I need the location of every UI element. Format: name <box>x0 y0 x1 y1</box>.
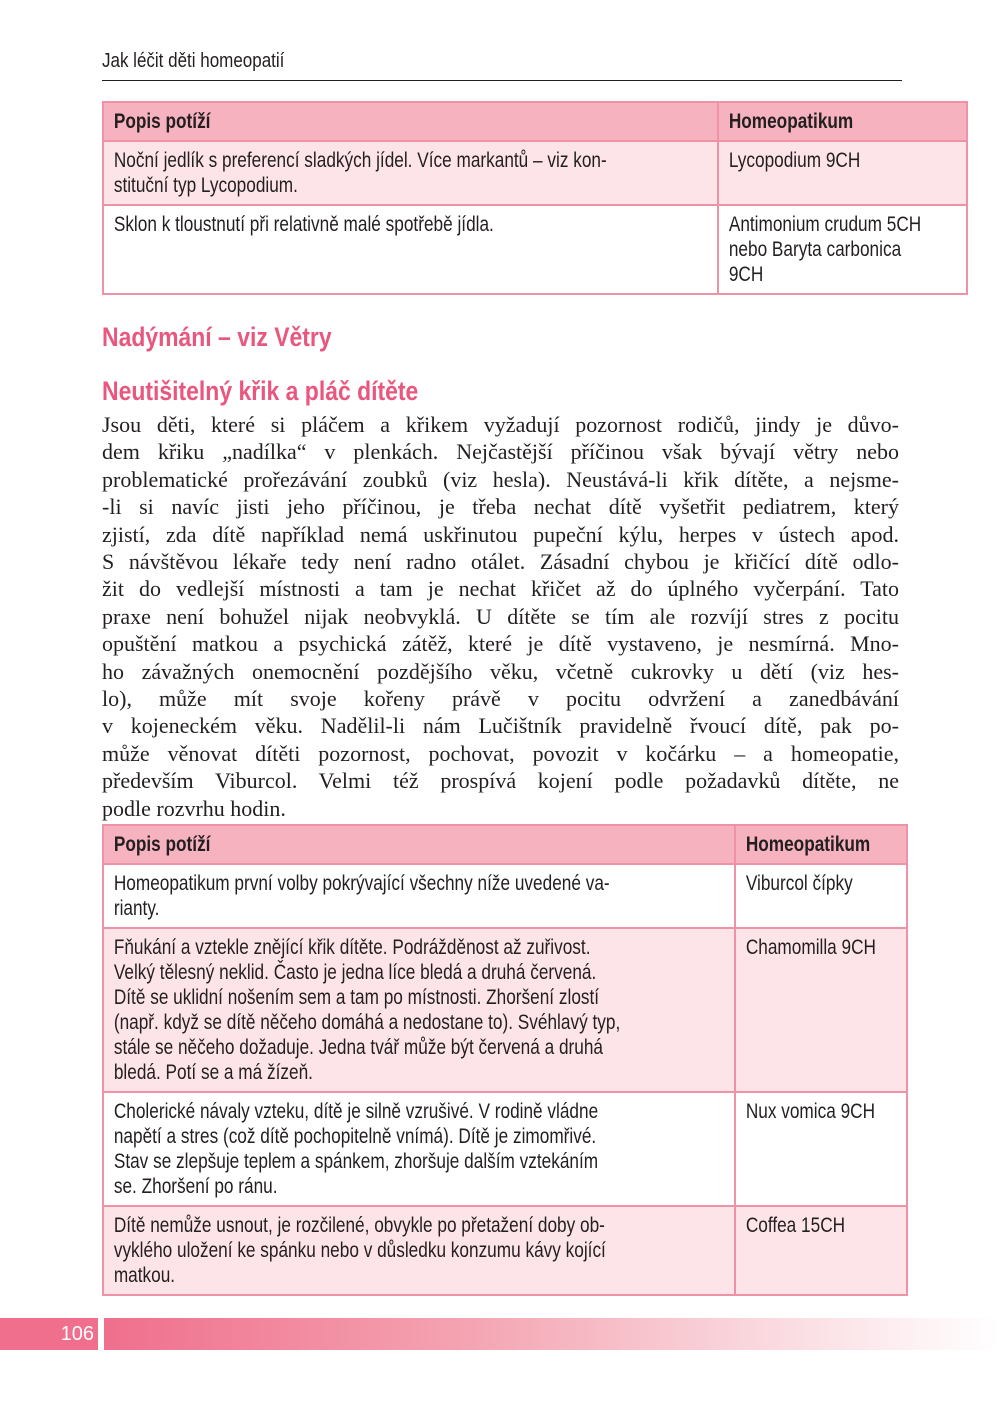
text-line: může věnovat dítěti pozornost, pochovat, povozit v kočárku – a homeopatie, <box>102 740 899 766</box>
cell-line: Lycopodium 9CH <box>728 149 861 172</box>
text-line: opuštění matkou a psychická zátěž, které je dítě vystaveno, je nesmírná. Mno- <box>102 631 899 657</box>
body-paragraph <box>102 411 899 822</box>
cell-line: Sklon k tloustnutí při relativně malé spotřebě jídla. <box>113 213 494 236</box>
text-line: -li si navíc jisti jeho příčinou, je třeba nechat dítě vyšetřit pediatrem, který <box>102 494 899 520</box>
cell-line: 9CH <box>728 263 764 286</box>
cell-line: stále se něčeho dožaduje. Jedna tvář může být červená a druhá <box>113 1036 604 1059</box>
text-line: především Viburcol. Velmi též prospívá kojení podle požadavků dítěte, ne <box>102 768 899 794</box>
text-line: žit do vedlejší místnosti a tam je nechat křičet až do úplného vyčerpání. Tato <box>102 576 899 602</box>
remedy-table-1 <box>102 101 968 295</box>
column-header: Popis potíží <box>113 833 211 856</box>
cell-line: Dítě nemůže usnout, je rozčilené, obvykle po přetažení doby ob- <box>113 1214 605 1237</box>
cell-line: Velký tělesný neklid. Často je jedna líce bledá a druhá červená. <box>113 961 597 984</box>
table-row <box>103 928 907 1092</box>
header-rule <box>102 80 902 81</box>
section-heading: Neutišitelný křik a pláč dítěte <box>102 376 419 406</box>
cell-line: vyklého uložení ke spánku nebo v důsledku konzumu kávy kojící <box>113 1239 606 1262</box>
cell-line: (např. když se dítě něčeho domáhá a nedostane to). Svéhlavý typ, <box>113 1011 621 1034</box>
cell-line: Dítě se uklidní nošením sem a tam po místnosti. Zhoršení zlostí <box>113 986 600 1009</box>
text-line: lo), může mít svoje kořeny právě v pocitu odvržení a zanedbávání <box>102 686 899 712</box>
table-header-row <box>103 102 967 141</box>
page-number: 106 <box>0 1318 98 1350</box>
cell-line: rianty. <box>113 897 160 920</box>
text-line: ho závažných onemocnění pozdějšího věku, včetně cukrovky u dětí (viz hes- <box>102 658 899 684</box>
text-line: podle rozvrhu hodin. <box>102 795 286 821</box>
table-row <box>103 141 967 205</box>
cell-line: Antimonium crudum 5CH <box>728 213 922 236</box>
cell-line: Coffea 15CH <box>745 1214 845 1237</box>
table-row <box>103 1092 907 1206</box>
text-line: Jsou děti, které si pláčem a křikem vyžadují pozornost rodičů, jindy je důvo- <box>102 412 899 437</box>
cell-line: Homeopatikum první volby pokrývající všechny níže uvedené va- <box>113 872 610 895</box>
section-heading: Nadýmání – viz Větry <box>102 322 332 352</box>
cell-line: matkou. <box>113 1264 176 1287</box>
cell-line: Viburcol čípky <box>745 872 853 895</box>
cell-line: Noční jedlík s preferencí sladkých jídel. Více markantů – viz kon- <box>113 149 607 172</box>
cell-line: Fňukání a vztekle znějící křik dítěte. Podrážděnost až zuřivost. <box>113 936 591 959</box>
text-line: zjistí, zda dítě například nemá uskřinutou pupeční kýlu, herpes v ústech apod. <box>102 521 899 547</box>
text-line: S návštěvou lékaře tedy není radno otálet. Zásadní chybou je křičící dítě odlo- <box>102 549 899 575</box>
table-row <box>103 205 967 294</box>
cell-line: Chamomilla 9CH <box>745 936 876 959</box>
remedy-table-2 <box>102 824 908 1296</box>
text-line: praxe není bohužel nijak neobvyklá. U dítěte se tím ale rozvíjí stres z pocitu <box>102 603 899 629</box>
text-line: dem křiku „nadílka“ v plenkách. Nejčastější příčinou však bývají větry nebo <box>102 439 899 465</box>
cell-line: Stav se zlepšuje teplem a spánkem, zhoršuje dalším vztekáním <box>113 1150 599 1173</box>
table-header-row <box>103 825 907 864</box>
cell-line: stituční typ Lycopodium. <box>113 174 298 197</box>
table-row <box>103 1206 907 1295</box>
column-header: Popis potíží <box>113 110 211 133</box>
footer-gradient-bar <box>104 1318 1000 1350</box>
cell-line: nebo Baryta carbonica <box>728 238 902 261</box>
running-header: Jak léčit děti homeopatií <box>102 50 285 72</box>
cell-line: bledá. Potí se a má žízeň. <box>113 1061 313 1084</box>
cell-line: napětí a stres (což dítě pochopitelně vnímá). Dítě je zimomřivé. <box>113 1125 597 1148</box>
text-line: v kojeneckém věku. Nadělil-li nám Lučištník pravidelně řvoucí dítě, pak po- <box>102 713 899 739</box>
table-row <box>103 864 907 928</box>
cell-line: Nux vomica 9CH <box>745 1100 875 1123</box>
column-header: Homeopatikum <box>745 833 870 856</box>
text-line: problematické prořezávání zoubků (viz hesla). Neustává-li křik dítěte, a nejsme- <box>102 466 899 492</box>
cell-line: Cholerické návaly vzteku, dítě je silně vzrušivé. V rodině vládne <box>113 1100 599 1123</box>
cell-line: se. Zhoršení po ránu. <box>113 1175 278 1198</box>
column-header: Homeopatikum <box>728 110 854 133</box>
